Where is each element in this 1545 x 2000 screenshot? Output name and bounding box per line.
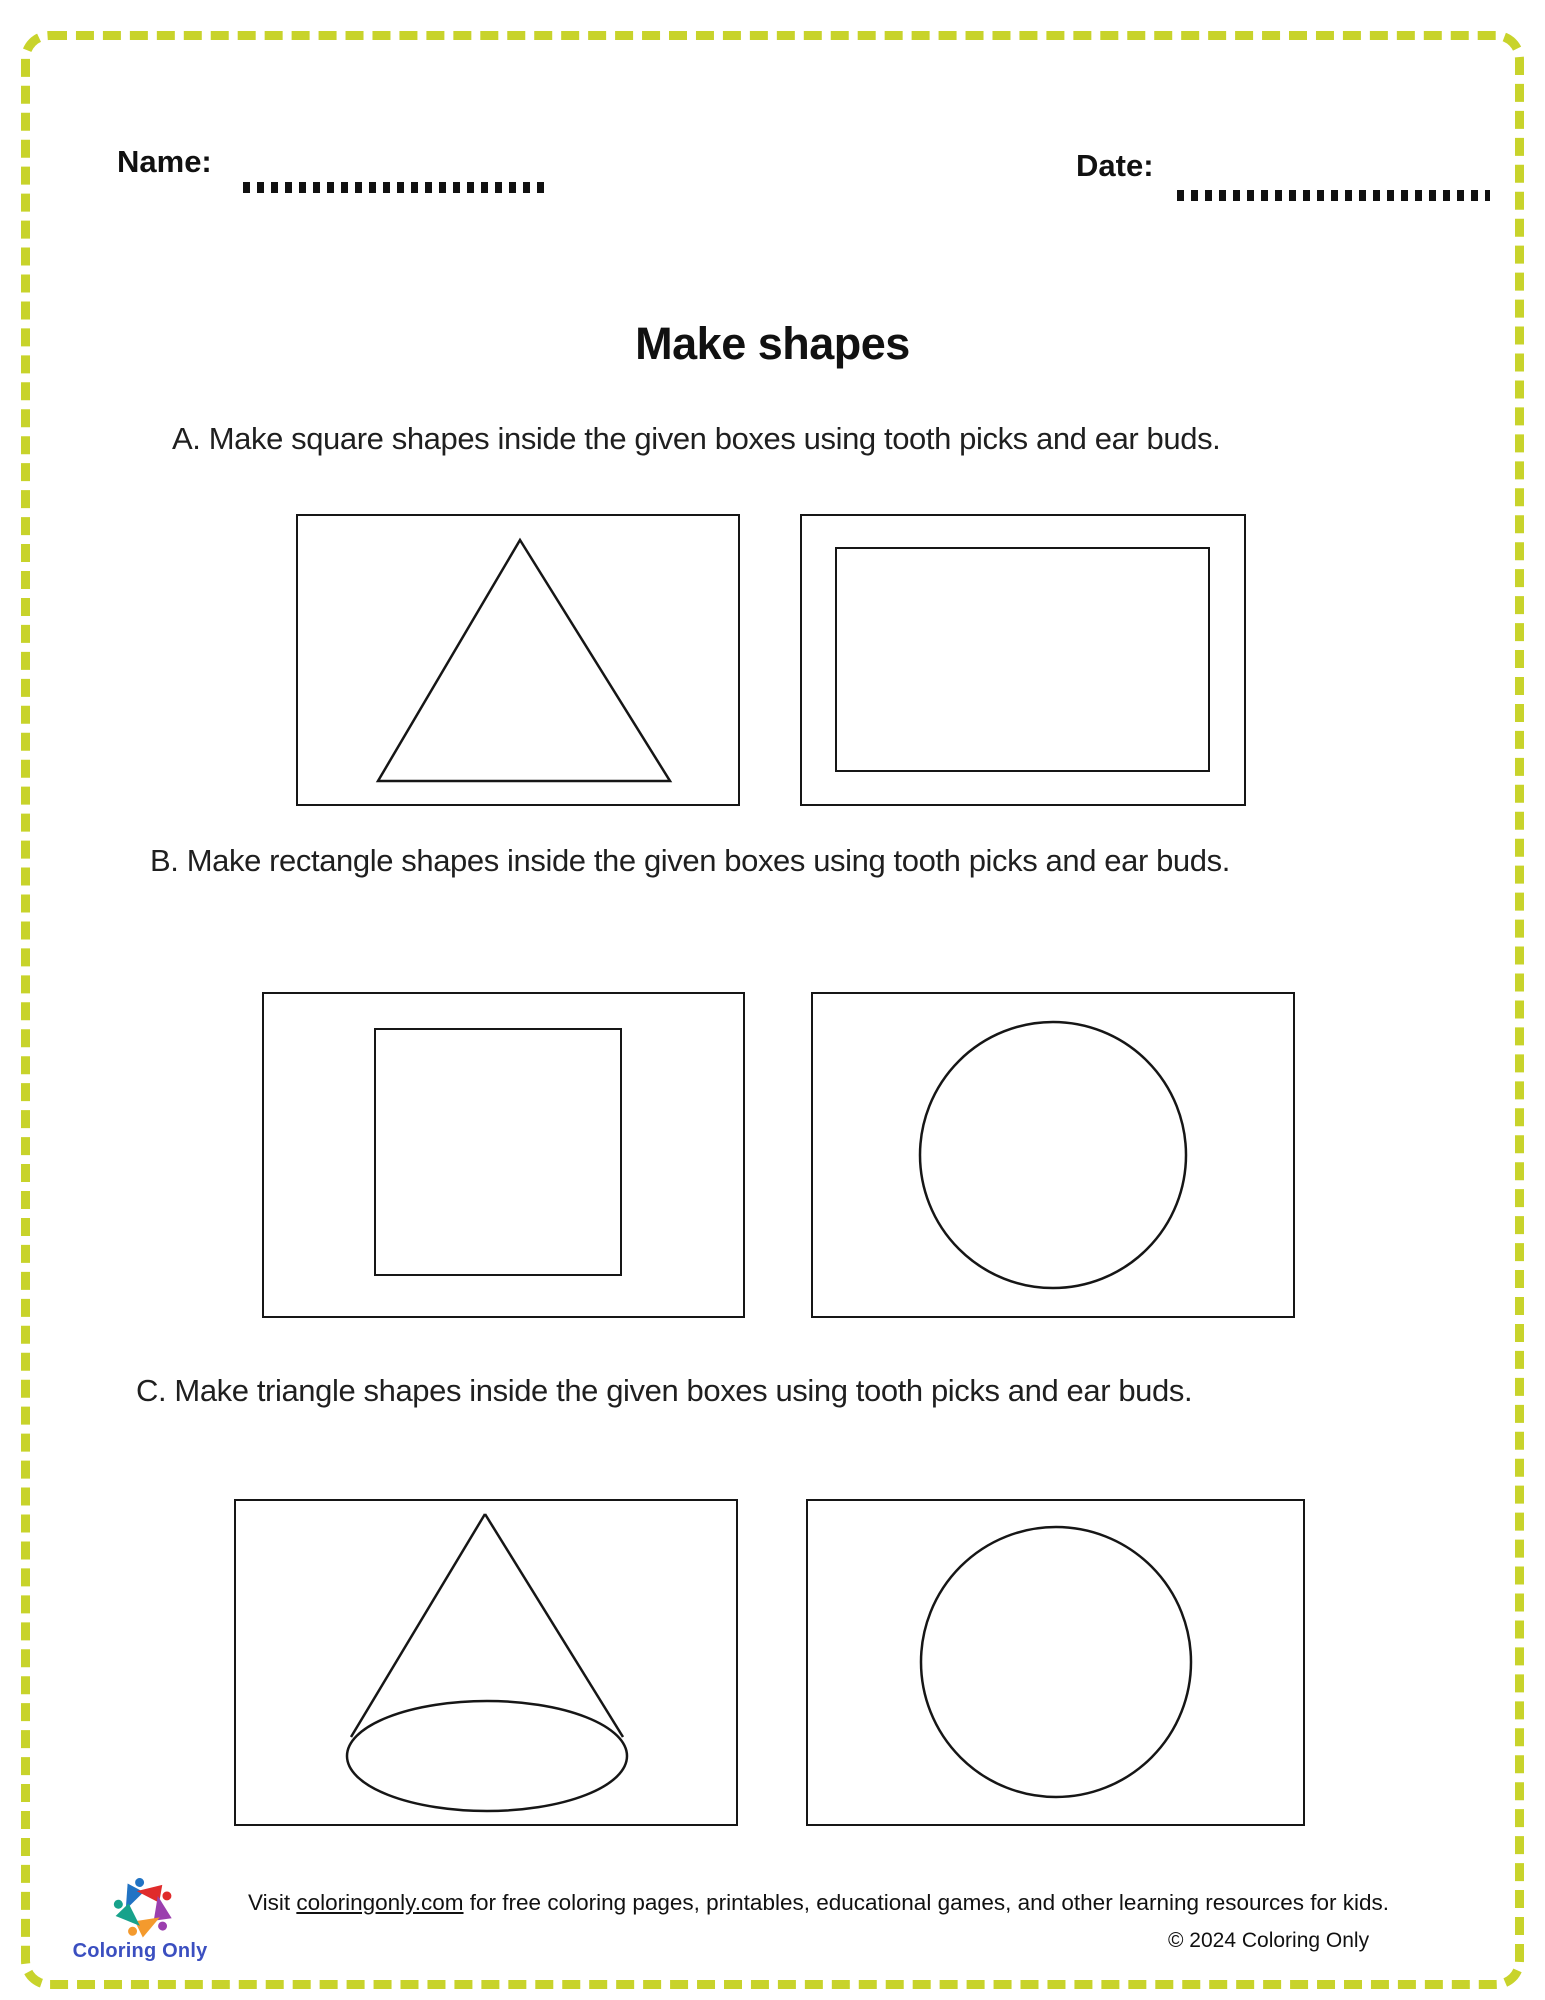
circle-shape	[808, 1501, 1303, 1824]
triangle-shape	[298, 516, 738, 804]
shape-box-c2	[806, 1499, 1305, 1826]
shape-box-b1	[262, 992, 745, 1318]
coloringonly-link[interactable]: coloringonly.com	[296, 1890, 464, 1915]
shape-box-b2	[811, 992, 1295, 1318]
shape-box-a1	[296, 514, 740, 806]
shape-box-c1	[234, 1499, 738, 1826]
footer-note-prefix: Visit	[248, 1890, 297, 1915]
coloring-only-logo-icon	[98, 1876, 190, 1940]
footer-note	[248, 1884, 1413, 1921]
section-a-instruction: A. Make square shapes inside the given boxes using tooth picks and ear buds.	[172, 421, 1221, 456]
cone-shape	[236, 1501, 736, 1824]
circle-shape	[813, 994, 1293, 1316]
worksheet-title: Make shapes	[635, 318, 910, 369]
date-dotted-line	[1177, 190, 1490, 201]
date-label: Date:	[1076, 148, 1154, 183]
footer-note-suffix: for free coloring pages, printables, educational games, and other learning resources for kids.	[463, 1890, 1390, 1915]
copyright-text: © 2024 Coloring Only	[1168, 1929, 1370, 1952]
name-dotted-line	[243, 182, 550, 193]
coloring-only-logo-text: Coloring Only	[72, 1940, 208, 1962]
rectangle-shape	[835, 547, 1210, 772]
section-c-instruction: C. Make triangle shapes inside the given boxes using tooth picks and ear buds.	[136, 1373, 1193, 1408]
square-shape	[374, 1028, 622, 1276]
shape-box-a2	[800, 514, 1246, 806]
section-b-instruction: B. Make rectangle shapes inside the given boxes using tooth picks and ear buds.	[150, 843, 1230, 878]
name-label: Name:	[117, 144, 212, 179]
